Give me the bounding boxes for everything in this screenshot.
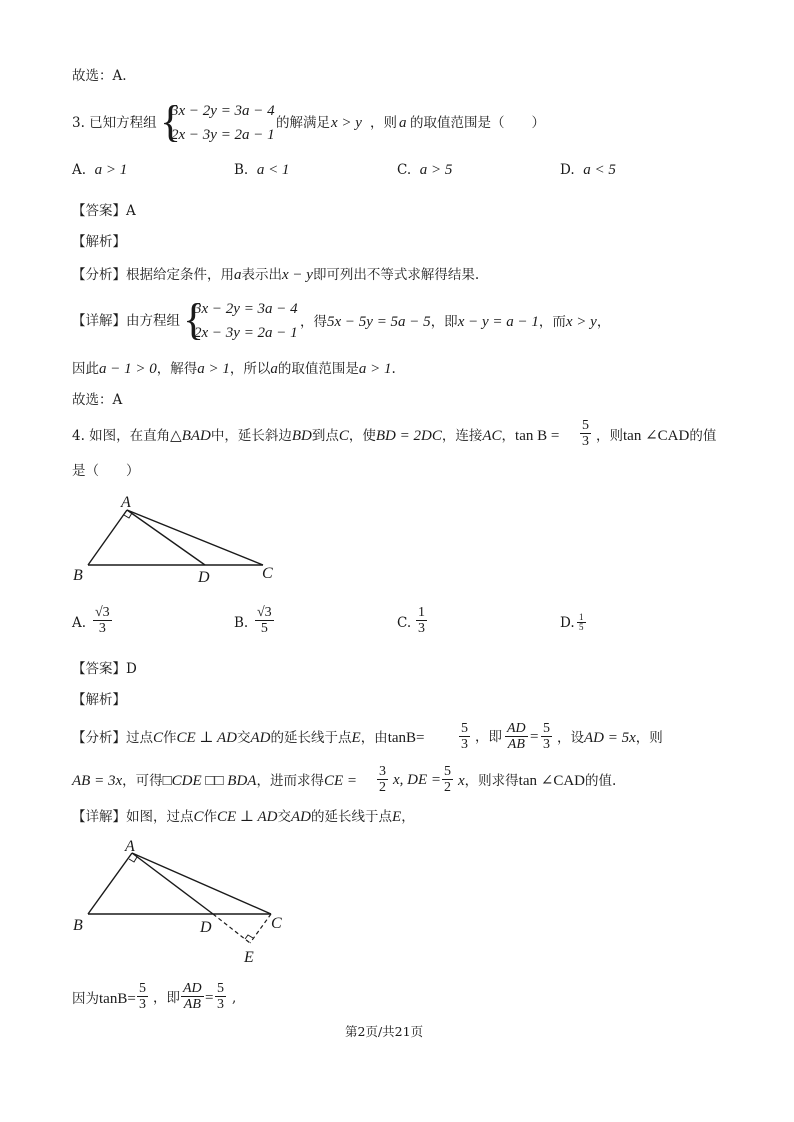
q3-conclusion: 因此a − 1 > 0，解得a > 1，所以a的取值范围是a > 1. bbox=[72, 361, 396, 377]
fig2-line-ab bbox=[88, 853, 132, 914]
q4-f1-frac-53: $\frac{5}{3}$ bbox=[543, 721, 550, 752]
q4-option-a-label: A. bbox=[72, 615, 87, 631]
q4-option-c-frac: $\frac{1}{3}$ bbox=[418, 605, 425, 636]
q4-f1-eq: = bbox=[530, 729, 539, 745]
fig1-right-angle-mark bbox=[124, 513, 132, 518]
fig2-line-de bbox=[213, 914, 250, 943]
q3-option-b: B. a < 1 bbox=[234, 162, 290, 178]
q4-figure-2 bbox=[70, 838, 310, 968]
fig1-line-ac bbox=[127, 510, 263, 565]
q4-option-b-frac: $\frac{√3}{5}$ bbox=[257, 605, 272, 636]
q4-fenxi-line2-b: x，则求得tan ∠CAD的值. bbox=[458, 773, 617, 789]
q3-var: a bbox=[399, 115, 407, 131]
q4-f2-frac-32: $\frac{3}{2}$ bbox=[379, 764, 386, 795]
q3-fenxi-line: 【分析】根据给定条件，用a表示出x − y即可列出不等式求解得结果. bbox=[72, 267, 480, 283]
q4-last-end: , bbox=[232, 990, 237, 1006]
q4-f1-jiji: ，即 bbox=[475, 729, 502, 745]
fig2-label-e: E bbox=[244, 949, 254, 966]
q3-option-a: A. a > 1 bbox=[72, 162, 128, 178]
q4-line1: 4. 如图，在直角△BAD中，延长斜边BD到点C，使BD = 2DC，连接AC，tan B = bbox=[72, 428, 560, 444]
q3-eq1: 3x − 2y = 3a − 4 bbox=[171, 103, 275, 119]
q3-answer: 【答案】A bbox=[72, 203, 136, 219]
q4-last-frac-adab: $\frac{AD}{AB}$ bbox=[183, 981, 202, 1012]
q4-last-frac-53b: $\frac{5}{3}$ bbox=[217, 981, 224, 1012]
q4-f2-de: x, DE = bbox=[393, 772, 442, 788]
q3-xj-eq2: 2x − 3y = 2a − 1 bbox=[194, 325, 298, 341]
q3-jiexi-tag: 【解析】 bbox=[72, 234, 126, 250]
fig2-line-ce bbox=[250, 914, 271, 943]
q4-last-frac-53: $\frac{5}{3}$ bbox=[139, 981, 146, 1012]
q4-fenxi-line1: 【分析】过点C作CE ⊥ AD交AD的延长线于点E，由tanB= bbox=[72, 730, 425, 746]
q4-f1-frac-tanb: $\frac{5}{3}$ bbox=[461, 721, 468, 752]
q3-option-d: D. a < 5 bbox=[560, 162, 616, 178]
q4-jiexi-tag: 【解析】 bbox=[72, 692, 126, 708]
q3-xj-rest: ，得5x − 5y = 5a − 5，即x − y = a − 1，而x > y， bbox=[300, 314, 611, 330]
q4-figure-1 bbox=[70, 495, 290, 590]
q3-text2: ，则 bbox=[370, 115, 397, 131]
fig1-label-d: D bbox=[198, 569, 210, 586]
fig2-right-angle-mark-e bbox=[245, 935, 253, 939]
q4-fenxi-line2-a: AB = 3x，可得□CDE □□ BDA，进而求得CE = bbox=[72, 773, 357, 789]
q4-option-d-frac: $\frac{1}{5}$ bbox=[579, 612, 584, 632]
fig2-label-d: D bbox=[200, 919, 212, 936]
fig2-label-b: B bbox=[73, 917, 83, 934]
q4-f1-end: ，设AD = 5x，则 bbox=[557, 730, 663, 746]
fig2-label-c: C bbox=[271, 915, 282, 932]
q4-f2-frac-52: $\frac{5}{2}$ bbox=[444, 764, 451, 795]
q3-cond: x > y bbox=[331, 115, 362, 131]
fig2-label-a: A bbox=[125, 838, 135, 855]
q3-option-c: C. a > 5 bbox=[397, 162, 453, 178]
q3-brace: { bbox=[160, 97, 182, 146]
fig1-label-a: A bbox=[121, 495, 131, 511]
fig1-line-ab bbox=[88, 510, 127, 565]
q4-answer: 【答案】D bbox=[72, 661, 137, 677]
q4-tanb-fraction: $\frac{5}{3}$ bbox=[582, 418, 589, 449]
q4-option-a-frac: $\frac{√3}{3}$ bbox=[95, 605, 110, 636]
q4-last-line-a: 因为tanB= bbox=[72, 991, 136, 1007]
q4-last-jiji: ，即 bbox=[153, 990, 180, 1006]
q3-text1: 的解满足 bbox=[276, 115, 330, 131]
q3-prefix: 3. 已知方程组 bbox=[72, 115, 157, 131]
q4-option-c-label: C. bbox=[397, 615, 412, 631]
fig2-right-angle-mark-a bbox=[129, 857, 137, 862]
fig1-label-c: C bbox=[262, 565, 273, 582]
q4-line2: 是（ ） bbox=[72, 463, 140, 479]
q4-xiangjie-line: 【详解】如图，过点C作CE ⊥ AD交AD的延长线于点E， bbox=[72, 809, 415, 825]
q3-eq2: 2x − 3y = 2a − 1 bbox=[171, 127, 275, 143]
q3-xiangjie-tag: 【详解】由方程组 bbox=[72, 313, 180, 329]
q3-xj-brace: { bbox=[183, 295, 205, 344]
q4-line1-end: ，则tan ∠CAD的值 bbox=[596, 428, 717, 444]
q4-last-eq: = bbox=[205, 990, 214, 1006]
prev-answer-line: 故选：A. bbox=[72, 68, 127, 84]
fig1-label-b: B bbox=[73, 567, 83, 584]
q3-xj-eq1: 3x − 2y = 3a − 4 bbox=[194, 301, 298, 317]
q3-text3: 的取值范围是（ ） bbox=[410, 115, 545, 131]
page-footer: 第2页/共21页 bbox=[345, 1024, 424, 1039]
q4-option-b-label: B. bbox=[234, 615, 249, 631]
q4-f1-frac-adab: $\frac{AD}{AB}$ bbox=[507, 721, 526, 752]
q4-option-d-label: D. bbox=[560, 615, 575, 631]
q3-final: 故选：A bbox=[72, 392, 123, 408]
